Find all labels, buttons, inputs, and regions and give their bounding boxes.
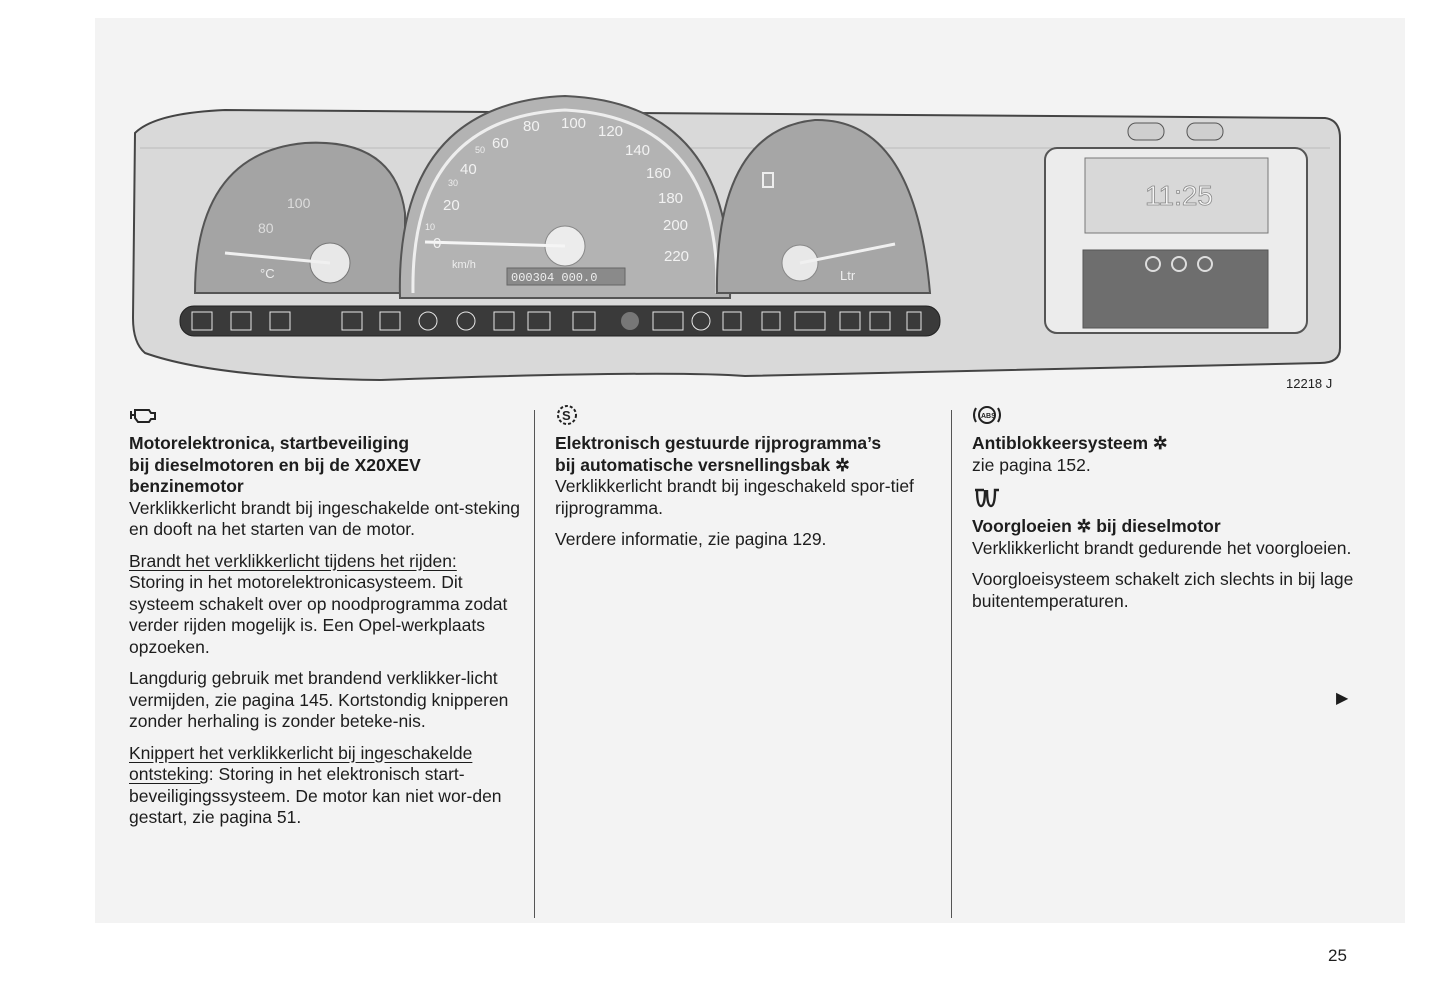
paragraph-4-condition: Knippert het verklikkerlicht bij ingeschakelde ontsteking xyxy=(129,742,473,784)
speed-label-200: 200 xyxy=(663,217,689,234)
paragraph-1: Verklikkerlicht brandt bij ingeschakeld spor-tief rijprogramma. xyxy=(555,476,914,518)
program-s-icon xyxy=(555,403,935,429)
column-driving-program xyxy=(555,403,935,561)
heading-line-2: bij dieselmotoren en bij de X20XEV xyxy=(129,454,421,475)
temp-unit: °C xyxy=(260,266,275,281)
warning-light-strip xyxy=(180,306,940,336)
temp-label-100: 100 xyxy=(287,195,311,211)
speed-label-180: 180 xyxy=(658,190,684,207)
speed-label-120: 120 xyxy=(598,123,624,140)
odometer: 000304 000.0 xyxy=(511,271,598,285)
fuel-unit: Ltr xyxy=(840,268,856,283)
speed-label-80: 80 xyxy=(523,118,540,135)
glow-paragraph-2: Voorgloeisysteem schakelt zich slechts in bij lage buitentemperaturen. xyxy=(972,569,1354,611)
paragraph-2: Verdere informatie, zie pagina 129. xyxy=(555,529,827,549)
info-display xyxy=(1045,123,1307,333)
paragraph-3: Langdurig gebruik met brandend verklikker-licht vermijden, zie pagina 145. Kortstondig knipperen zonder herhaling is zonder beteke-nis. xyxy=(129,668,509,731)
speed-label-140: 140 xyxy=(625,142,651,159)
continue-arrow: ▶ xyxy=(1336,690,1349,707)
heading-line-1: Elektronisch gestuurde rijprogramma’s xyxy=(555,433,882,453)
glow-plug-icon xyxy=(972,486,1362,512)
abs-icon xyxy=(972,403,1362,429)
paragraph-2 xyxy=(129,551,524,659)
page-number: 25 xyxy=(1328,946,1347,965)
glow-heading: Voorgloeien ✲ bij dieselmotor xyxy=(972,516,1221,536)
paragraph-4 xyxy=(129,743,524,829)
svg-text:S: S xyxy=(562,408,571,423)
speed-label-160: 160 xyxy=(646,165,672,182)
abs-paragraph: zie pagina 152. xyxy=(972,454,1091,475)
column-divider-2 xyxy=(951,410,952,918)
glow-paragraph-1: Verklikkerlicht brandt gedurende het voorgloeien. xyxy=(972,537,1352,558)
paragraph-1: Verklikkerlicht brandt bij ingeschakelde ont-steking en dooft na het starten van de motor. xyxy=(129,497,521,539)
paragraph-2-body: Storing in het motorelektronicasysteem. Dit systeem schakelt over op noodprogramma zodat verder rijden mogelijk is. Een Opel-werkplaats opzoeken. xyxy=(129,572,508,657)
speed-label-60: 60 xyxy=(492,135,509,152)
speed-label-220: 220 xyxy=(664,248,690,265)
heading-line-3: benzinemotor xyxy=(129,476,244,496)
speed-unit: km/h xyxy=(452,259,476,271)
speed-label-100: 100 xyxy=(561,115,587,132)
speed-label-40: 40 xyxy=(460,161,477,178)
speed-label-20: 20 xyxy=(443,197,460,214)
column-divider-1 xyxy=(534,410,535,918)
temp-label-80: 80 xyxy=(258,220,274,236)
engine-icon xyxy=(129,403,524,429)
figure-number: 12218 J xyxy=(1286,376,1333,391)
paragraph-4-body: : Storing in het elektronisch start-beveiligingssysteem. De motor kan niet wor-den gestart, zie pagina 51. xyxy=(129,764,502,827)
speed-label-0: 0 xyxy=(433,235,442,252)
svg-text:ABS: ABS xyxy=(981,413,996,420)
column-engine-electronics xyxy=(129,403,524,839)
instrument-cluster-illustration xyxy=(95,18,1405,398)
speed-inner-30: 30 xyxy=(448,178,459,188)
column-abs-glow xyxy=(972,403,1362,622)
heading-line-2: bij automatische versnellingsbak ✲ xyxy=(555,454,850,475)
clock-display: 11:25 xyxy=(1145,180,1213,211)
speed-inner-50: 50 xyxy=(475,145,486,155)
heading-line-1: Motorelektronica, startbeveiliging xyxy=(129,433,410,453)
abs-heading: Antiblokkeersysteem ✲ xyxy=(972,433,1168,453)
paragraph-2-condition: Brandt het verklikkerlicht tijdens het rijden: xyxy=(129,550,457,571)
speed-inner-10: 10 xyxy=(425,222,436,232)
